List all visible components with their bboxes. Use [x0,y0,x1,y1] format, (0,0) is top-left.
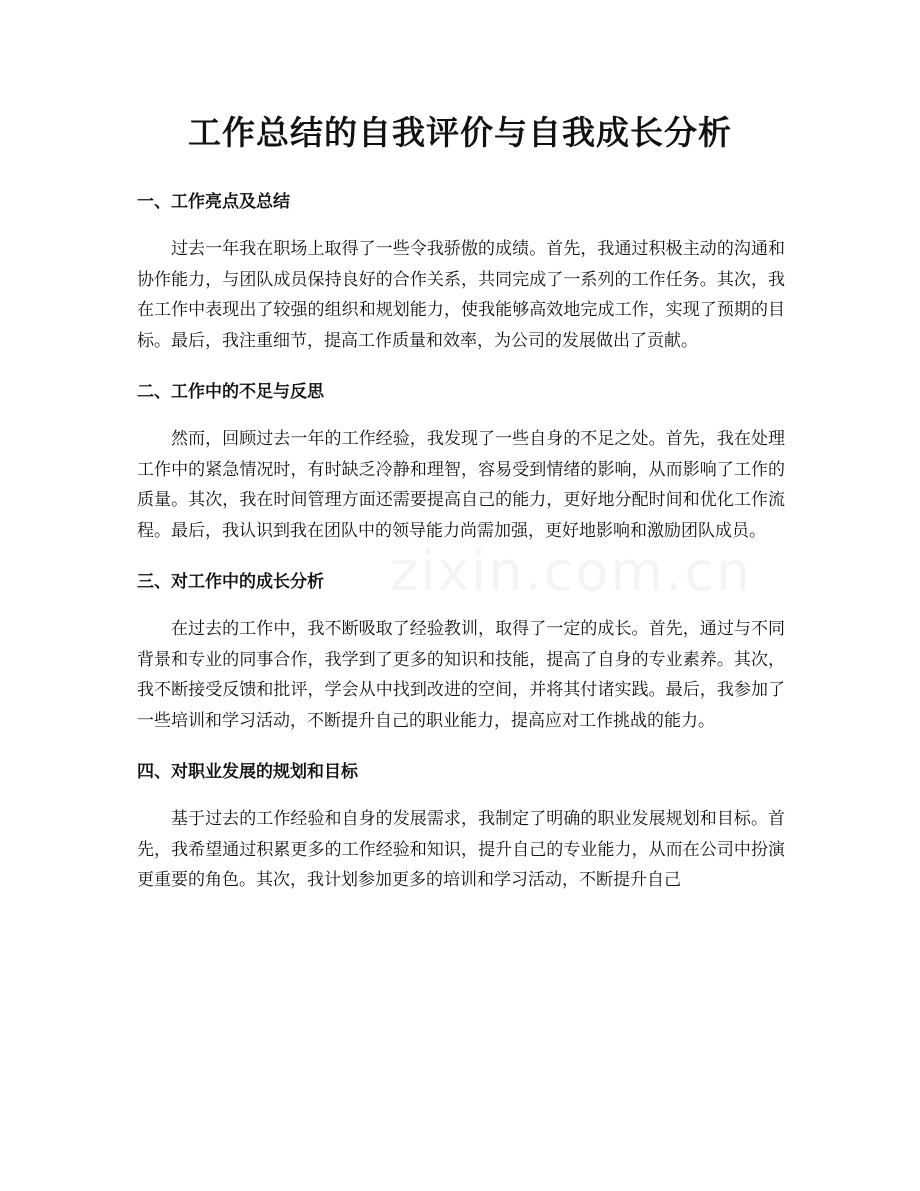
section-heading: 四、对职业发展的规划和目标 [137,762,358,782]
section-heading: 二、工作中的不足与反思 [137,382,324,402]
section-paragraph: 过去一年我在职场上取得了一些令我骄傲的成绩。首先，我通过积极主动的沟通和协作能力，与团队成员保持良好的合作关系，共同完成了一系列的工作任务。其次，我在工作中表现出了较强的组织和规划能力，使我能够高效地完成工作，实现了预期的目标。最后，我注重细节，提高工作质量和效率，为公司的发展做出了贡献。 [137,239,785,351]
document-body [137,186,785,916]
section-heading: 三、对工作中的成长分析 [137,572,324,592]
section-heading: 一、工作亮点及总结 [137,192,290,212]
section-paragraph: 然而，回顾过去一年的工作经验，我发现了一些自身的不足之处。首先，我在处理工作中的紧急情况时，有时缺乏冷静和理智，容易受到情绪的影响，从而影响了工作的质量。其次，我在时间管理方面还需要提高自己的能力，更好地分配时间和优化工作流程。最后，我认识到我在团队中的领导能力尚需加强，更好地影响和激励团队成员。 [137,429,785,541]
page-title: 工作总结的自我评价与自我成长分析 [188,113,732,152]
section-highlights [137,186,785,356]
section-career-plan [137,756,785,896]
section-shortcomings [137,376,785,546]
section-paragraph: 基于过去的工作经验和自身的发展需求，我制定了明确的职业发展规划和目标。首先，我希望通过积累更多的工作经验和知识，提升自己的专业能力，从而在公司中扮演更重要的角色。其次，我计划参加更多的培训和学习活动，不断提升自己 [137,809,785,890]
section-growth [137,566,785,736]
section-paragraph: 在过去的工作中，我不断吸取了经验教训，取得了一定的成长。首先，通过与不同背景和专业的同事合作，我学到了更多的知识和技能，提高了自身的专业素养。其次，我不断接受反馈和批评，学会从中找到改进的空间，并将其付诸实践。最后，我参加了一些培训和学习活动，不断提升自己的职业能力，提高应对工作挑战的能力。 [137,619,785,731]
